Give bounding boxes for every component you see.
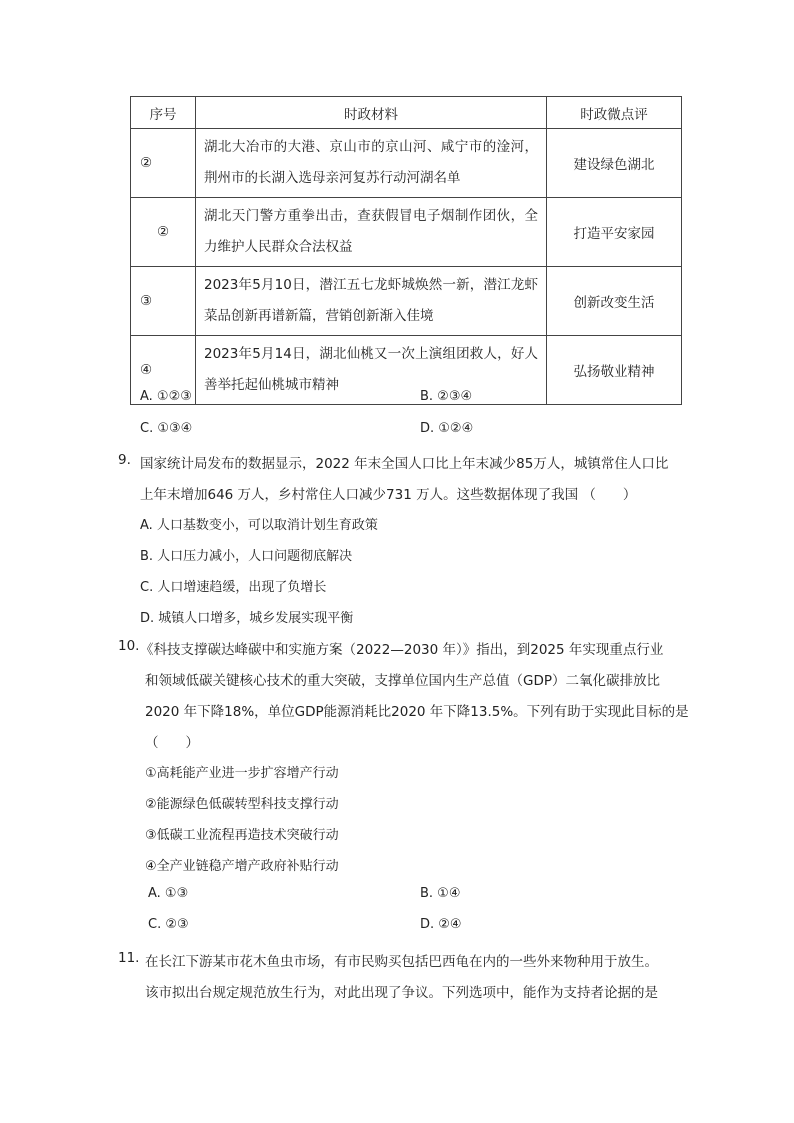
row-comment: 弘扬敬业精神: [547, 336, 682, 405]
q10-item-2: ②能源绿色低碳转型科技支撑行动: [145, 797, 339, 812]
header-material: 时政材料: [196, 97, 547, 129]
table-row: [131, 336, 682, 405]
q10-option-d: D. ②④: [420, 917, 462, 932]
q11-stem-line1: 在长江下游某市花木鱼虫市场，有市民购买包括巴西龟在内的一些外来物种用于放生。: [145, 954, 658, 970]
row-material: 湖北天门警方重拳出击，查获假冒电子烟制作团伙，全力维护人民群众合法权益: [196, 198, 547, 267]
q9-option-a: A. 人口基数变小，可以取消计划生育政策: [140, 518, 378, 533]
row-number: ②: [131, 129, 196, 198]
q10-option-c: C. ②③: [148, 917, 189, 932]
table-row: [131, 198, 682, 267]
row-comment: 建设绿色湖北: [547, 129, 682, 198]
q9-stem-line1: 国家统计局发布的数据显示，2022 年末全国人口比上年末减少85万人，城镇常住人口比: [140, 456, 669, 472]
table-row: [131, 129, 682, 198]
row-material: 湖北大冶市的大港、京山市的京山河、咸宁市的淦河，荆州市的长湖入选母亲河复苏行动河湖名单: [196, 129, 547, 198]
q10-item-1: ①高耗能产业进一步扩容增产行动: [145, 766, 339, 781]
q9-option-d: D. 城镇人口增多，城乡发展实现平衡: [140, 611, 354, 626]
q10-option-a: A. ①③: [148, 886, 189, 901]
header-number: 序号: [131, 97, 196, 129]
q10-option-b: B. ①④: [420, 886, 461, 901]
q8-option-a: A. ①②③: [140, 389, 192, 404]
q8-option-b: B. ②③④: [420, 389, 473, 404]
q10-stem-line3: 2020 年下降18%，单位GDP能源消耗比2020 年下降13.5%。下列有助于实现此目标的是: [145, 704, 689, 720]
q8-option-d: D. ①②④: [420, 421, 474, 436]
row-comment: 打造平安家园: [547, 198, 682, 267]
q9-number: 9.: [118, 452, 131, 468]
q9-option-b: B. 人口压力减小，人口问题彻底解决: [140, 549, 353, 564]
q10-item-3: ③低碳工业流程再造技术突破行动: [145, 828, 339, 843]
row-number: ②: [131, 198, 196, 267]
q11-number: 11.: [118, 950, 140, 966]
row-material: 2023年5月10日，潜江五七龙虾城焕然一新，潜江龙虾菜品创新再谱新篇，营销创新渐入佳境: [196, 267, 547, 336]
q8-option-c: C. ①③④: [140, 421, 193, 436]
q10-stem-line1: 《科技支撑碳达峰碳中和实施方案（2022—2030 年）》指出，到2025 年实现重点行业: [140, 642, 664, 658]
row-number: ④: [131, 336, 196, 405]
current-affairs-table: [130, 96, 682, 405]
q9-stem-line2: 上年末增加646 万人，乡村常住人口减少731 万人。这些数据体现了我国 （ ）: [140, 487, 637, 503]
q9-option-c: C. 人口增速趋缓，出现了负增长: [140, 580, 327, 595]
row-number: ③: [131, 267, 196, 336]
q10-stem-line2: 和领域低碳关键核心技术的重大突破，支撑单位国内生产总值（GDP）二氧化碳排放比: [145, 673, 660, 689]
q10-item-4: ④全产业链稳产增产政府补贴行动: [145, 859, 339, 874]
q10-stem-line4: （ ）: [145, 735, 199, 751]
row-comment: 创新改变生活: [547, 267, 682, 336]
row-material: 2023年5月14日，湖北仙桃又一次上演组团救人，好人善举托起仙桃城市精神: [196, 336, 547, 405]
table-header-row: [131, 97, 682, 129]
table-row: [131, 267, 682, 336]
q11-stem-line2: 该市拟出台规定规范放生行为，对此出现了争议。下列选项中，能作为支持者论据的是: [145, 985, 658, 1001]
q10-number: 10.: [118, 638, 140, 654]
header-comment: 时政微点评: [547, 97, 682, 129]
